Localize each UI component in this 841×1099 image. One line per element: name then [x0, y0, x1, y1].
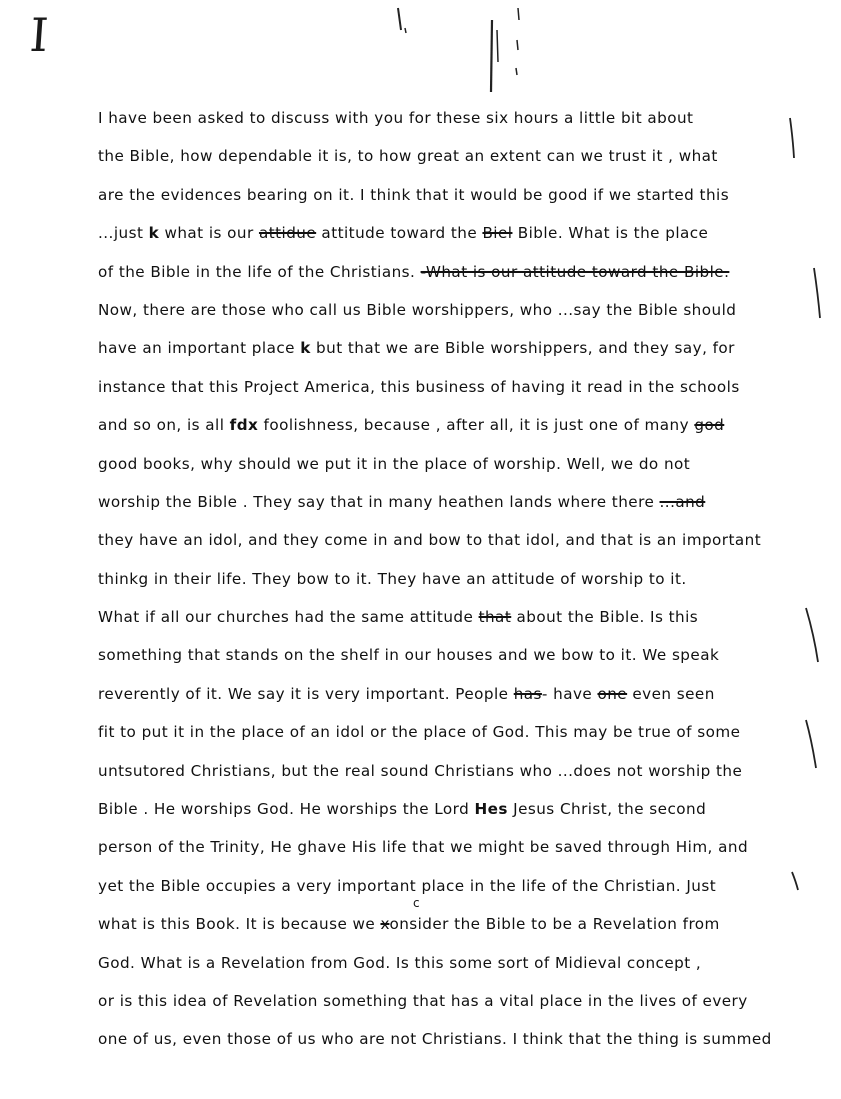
text-run: what is our: [159, 224, 259, 243]
text-run: attitude toward the: [316, 224, 483, 243]
text-line: [98, 833, 818, 871]
text-run: onsider the Bible to be a Revelation from: [389, 915, 720, 934]
text-run: but that we are Bible worshippers, and they say, for: [310, 339, 735, 358]
text-run: are the evidences bearing on it. I think that it would be good if we started this: [98, 185, 730, 204]
text-run: Bible. What is the place: [512, 224, 709, 243]
pen-stroke: [517, 40, 518, 50]
text-line: [98, 949, 818, 987]
text-run: the Bible, how dependable it is, to how great an extent can we trust it , what: [98, 147, 718, 166]
text-run: what is this Book. It is because we: [98, 915, 381, 934]
text-run: they have an idol, and they come in and bow to that idol, and that is an important: [98, 531, 762, 550]
struck-text: ...and: [659, 492, 706, 511]
text-run: thinkg in their life. They bow to it. They have an attitude of worship to it.: [98, 569, 687, 588]
struck-text: x: [380, 915, 390, 934]
text-run: fit to put it in the place of an idol or the place of God. This may be true of some: [98, 723, 741, 742]
handwritten-marks-top: [380, 0, 540, 100]
text-run: or is this idea of Revelation something that has a vital place in the lives of every: [98, 991, 748, 1010]
text-run: reverently of it. We say it is very important. People: [98, 684, 514, 703]
text-run: Now, there are those who call us Bible worshippers, who ...say the Bible should: [98, 300, 737, 319]
struck-text: -What is our attitude toward the Bible.: [420, 262, 730, 281]
text-run: foolishness, because , after all, it is just one of many: [258, 416, 695, 435]
struck-text: god: [694, 416, 725, 435]
text-run: one of us, even those of us who are not Christians. I think that the thing is summed: [98, 1030, 772, 1049]
text-line: [98, 373, 818, 411]
text-line: [98, 910, 818, 948]
text-run: yet the Bible occupies a very important place in the life of the Christian. Just: [98, 876, 717, 895]
text-run: k: [300, 339, 311, 358]
pen-stroke: [491, 20, 492, 92]
text-line: [98, 718, 818, 756]
text-run: of the Bible in the life of the Christians.: [98, 262, 421, 281]
text-run: and so on, is all: [98, 416, 230, 435]
text-run: fdx: [229, 416, 259, 435]
text-run: God. What is a Revelation from God. Is this some sort of Midieval concept ,: [98, 953, 702, 972]
interlinear-correction: c: [413, 896, 420, 910]
text-run: Jesus Christ, the second: [507, 800, 707, 819]
text-run: instance that this Project America, this business of having it read in the schools: [98, 377, 740, 396]
text-run: - have: [541, 684, 598, 703]
text-line: [98, 450, 818, 488]
pen-stroke: [497, 30, 498, 62]
text-line: [98, 296, 818, 334]
text-run: ...just: [98, 224, 149, 243]
text-run: worship the Bible . They say that in many heathen lands where there: [98, 492, 660, 511]
text-line: [98, 680, 818, 718]
text-line: [98, 641, 818, 679]
struck-text: has: [513, 684, 542, 703]
text-line: [98, 872, 818, 910]
text-run: untsutored Christians, but the real sound Christians who ...does not worship the: [98, 761, 743, 780]
text-run: k: [148, 224, 160, 243]
text-run: about the Bible. Is this: [511, 608, 699, 627]
text-run: something that stands on the shelf in our houses and we bow to it. We speak: [98, 646, 720, 665]
text-run: have an important place: [98, 339, 301, 358]
struck-text: attidue: [258, 224, 317, 243]
section-numeral: I: [28, 8, 51, 62]
struck-text: one: [597, 684, 628, 703]
text-line: [98, 488, 818, 526]
text-line: [98, 258, 818, 296]
text-run: What if all our churches had the same attitude: [98, 608, 479, 627]
text-line: [98, 565, 818, 603]
text-line: [98, 334, 818, 372]
text-line: [98, 181, 818, 219]
text-run: I have been asked to discuss with you for these six hours a little bit about: [98, 109, 694, 127]
text-line: [98, 104, 818, 142]
pen-stroke: [516, 68, 517, 75]
pen-stroke: [398, 8, 401, 30]
text-line: [98, 987, 818, 1025]
text-line: [98, 526, 818, 564]
text-line: [98, 795, 818, 833]
transcript-body: [98, 104, 818, 1064]
text-run: even seen: [627, 684, 715, 703]
text-line: [98, 603, 818, 641]
text-line: [98, 1025, 818, 1063]
pen-stroke: [518, 8, 519, 20]
pen-stroke: [405, 28, 406, 33]
text-line: [98, 142, 818, 180]
text-run: Hes: [474, 800, 508, 819]
struck-text: Biel: [482, 224, 513, 243]
text-line: [98, 219, 818, 257]
text-run: person of the Trinity, He ghave His life that we might be saved through Him, and: [98, 838, 749, 857]
text-line: [98, 411, 818, 449]
text-line: [98, 757, 818, 795]
text-run: good books, why should we put it in the place of worship. Well, we do not: [98, 454, 691, 473]
text-run: Bible . He worships God. He worships the Lord: [98, 800, 475, 819]
struck-text: that: [478, 608, 512, 627]
